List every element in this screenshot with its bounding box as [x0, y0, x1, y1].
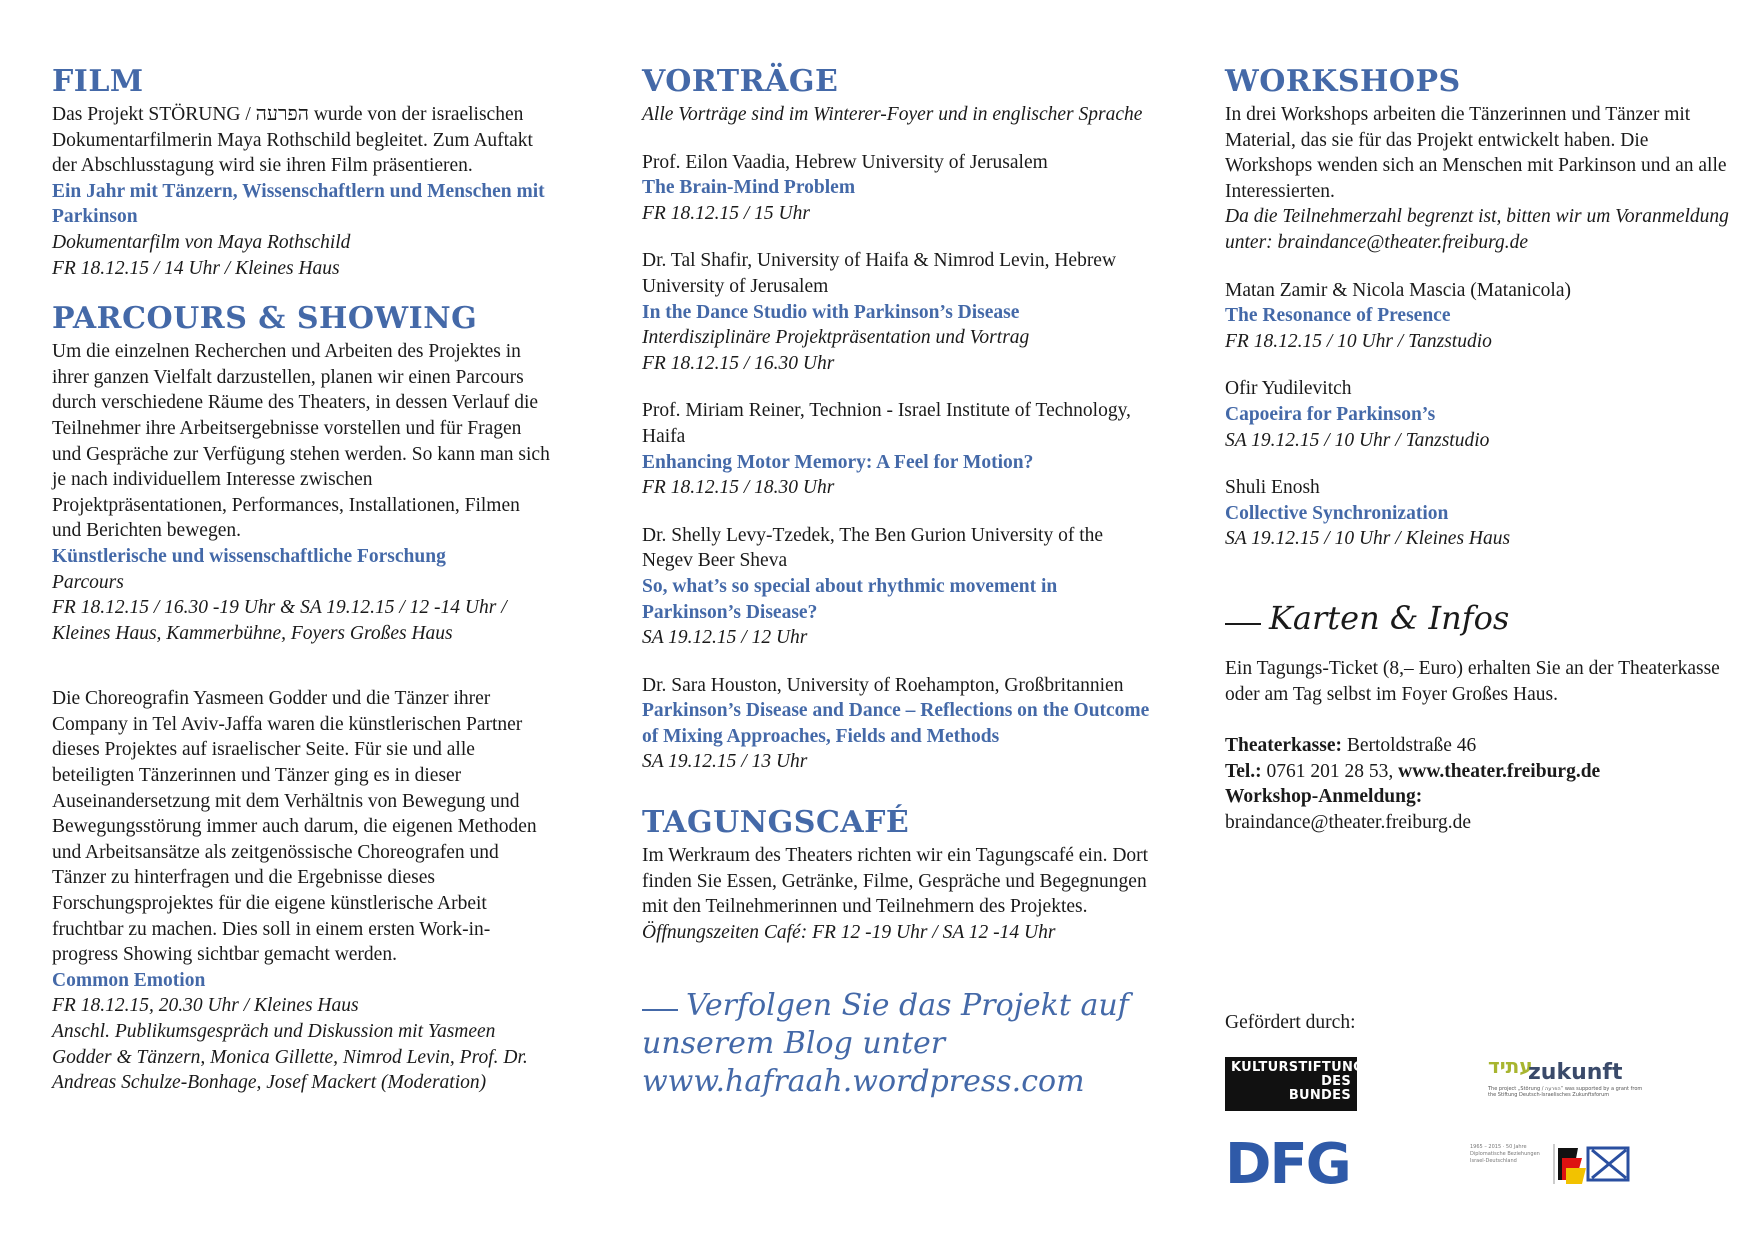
lecture-item: [642, 523, 1152, 651]
zukunft-subtext: The project „Störung / הפרעה“ was supported by a grant from the Stiftung Deutsch-Israelisches Zukunftsforum: [1488, 1086, 1643, 1098]
workshop-date: SA 19.12.15 / 10 Uhr / Tanzstudio: [1225, 429, 1490, 451]
lecture-extra: Interdisziplinäre Projektpräsentation und Vortrag: [642, 327, 1030, 349]
workshop-title: Collective Synchronization: [1225, 502, 1449, 524]
parcours-subtitle: Parcours: [52, 571, 124, 593]
workshops-heading: WORKSHOPS: [1225, 64, 1461, 99]
anmeldung-email[interactable]: braindance@theater.freiburg.de: [1225, 811, 1472, 833]
zukunft-word: zukunft: [1528, 1060, 1623, 1085]
film-intro: Das Projekt STÖRUNG / הפרעה wurde von der israelischen Dokumentarfilmerin Maya Rothschild begleitet. Zum Auftakt der Abschlusstagung wird sie ihren Film präsentieren.: [52, 104, 533, 177]
workshop-item: [1225, 376, 1735, 453]
film-title: Ein Jahr mit Tänzern, Wissenschaftlern und Menschen mit Parkinson: [52, 180, 545, 228]
column-right: [1225, 62, 1735, 835]
lecture-date: FR 18.12.15 / 16.30 Uhr: [642, 352, 835, 374]
lecture-speaker: Dr. Shelly Levy-Tzedek, The Ben Gurion University of the Negev Beer Sheva: [642, 524, 1104, 572]
jubilee-logo: [1470, 1140, 1640, 1190]
parcours-title: Künstlerische und wissenschaftliche Forschung: [52, 545, 446, 567]
showing-note: Anschl. Publikumsgespräch und Diskussion mit Yasmeen Godder & Tänzern, Monica Gillette, Nimrod Levin, Prof. Dr. Andreas Schulze-Bonhage, Josef Mackert (Moderation): [52, 1021, 528, 1094]
karten-heading: [1225, 598, 1735, 638]
lecture-item: [642, 398, 1152, 500]
section-film: [52, 62, 552, 281]
vortraege-note: Alle Vorträge sind im Winterer-Foyer und in englischer Sprache: [642, 104, 1143, 125]
lecture-title: The Brain-Mind Problem: [642, 177, 856, 199]
lecture-item: [642, 673, 1152, 775]
lecture-speaker: Prof. Eilon Vaadia, Hebrew University of Jerusalem: [642, 151, 1048, 173]
karten-text: Ein Tagungs-Ticket (8,– Euro) erhalten Sie an der Theaterkasse oder am Tag selbst im Foyer Großes Haus.: [1225, 657, 1720, 705]
vortraege-heading: VORTRÄGE: [642, 64, 839, 99]
karten-rule: [1225, 623, 1261, 625]
tel-value: 0761 201 28 53,: [1261, 760, 1399, 782]
tagungscafe-text: Im Werkraum des Theaters richten wir ein Tagungscafé ein. Dort finden Sie Essen, Getränke, Filme, Gespräche und Begegnungen mit den Teilnehmerinnen und Teilnehmern des Projektes.: [642, 845, 1149, 918]
showing-title: Common Emotion: [52, 969, 206, 991]
kultur-line: BUNDES: [1288, 1088, 1351, 1103]
workshop-date: FR 18.12.15 / 10 Uhr / Tanzstudio: [1225, 330, 1492, 352]
column-middle: [642, 62, 1152, 1101]
film-heading: FILM: [52, 64, 144, 99]
lecture-date: SA 19.12.15 / 13 Uhr: [642, 751, 808, 773]
workshops-note: Da die Teilnehmerzahl begrenzt ist, bitten wir um Voranmeldung unter: braindance@theater.freiburg.de: [1225, 206, 1729, 253]
lecture-speaker: Dr. Sara Houston, University of Roehampton, Großbritannien: [642, 674, 1124, 696]
lecture-item: [642, 248, 1152, 376]
dfg-logo: DFG: [1225, 1132, 1350, 1197]
karten-kasse: [1225, 733, 1735, 759]
flags-icon: [1548, 1140, 1638, 1188]
section-karten: [1225, 598, 1735, 836]
showing-date: FR 18.12.15, 20.30 Uhr / Kleines Haus: [52, 995, 359, 1017]
lecture-speaker: Dr. Tal Shafir, University of Haifa & Nimrod Levin, Hebrew University of Jerusalem: [642, 250, 1117, 297]
kultur-line: KULTURSTIFTUNG: [1231, 1060, 1365, 1075]
kasse-label: Theaterkasse:: [1225, 735, 1342, 757]
kulturstiftung-logo: [1225, 1057, 1365, 1111]
section-workshops: [1225, 62, 1735, 552]
film-subtitle: Dokumentarfilm von Maya Rothschild: [52, 231, 351, 253]
workshops-intro: In drei Workshops arbeiten die Tänzerinnen und Tänzer mit Material, das sie für das Projekt entwickelt haben. Die Workshops wenden sich an Menschen mit Parkinson und an alle Interessierten.: [1225, 104, 1727, 202]
workshop-leader: Ofir Yudilevitch: [1225, 378, 1352, 400]
lecture-date: FR 18.12.15 / 18.30 Uhr: [642, 477, 835, 499]
film-date: FR 18.12.15 / 14 Uhr / Kleines Haus: [52, 257, 340, 279]
section-tagungscafe: [642, 803, 1152, 945]
section-parcours: [52, 299, 552, 1096]
blog-note: [642, 987, 1152, 1101]
parcours-intro: Um die einzelnen Recherchen und Arbeiten des Projektes in ihrer ganzen Vielfalt darzustellen, planen wir einen Parcours durch verschiedene Räume des Theaters, in dessen Verlauf die Teilnehmer ihre Arbeitsergebnisse vorstellen und für Fragen und Gespräche zur Verfügung stehen werden. So kann man sich je nach individuellem Interesse zwischen Projektpräsentationen, Performances, Installationen, Filmen und Berichten bewegen.: [52, 341, 550, 542]
parcours-date: FR 18.12.15 / 16.30 -19 Uhr & SA 19.12.15 / 12 -14 Uhr / Kleines Haus, Kammerbühne, Foyers Großes Haus: [52, 597, 507, 644]
lecture-title: Enhancing Motor Memory: A Feel for Motion?: [642, 451, 1034, 473]
karten-heading-text: Karten & Infos: [1269, 598, 1510, 637]
section-vortraege: [642, 62, 1152, 775]
column-left: [52, 62, 552, 1096]
lecture-speaker: Prof. Miriam Reiner, Technion - Israel Institute of Technology, Haifa: [642, 400, 1131, 447]
blog-rule: [642, 1009, 678, 1011]
tagungscafe-hours: Öffnungszeiten Café: FR 12 -19 Uhr / SA 12 -14 Uhr: [642, 921, 1056, 943]
lecture-date: SA 19.12.15 / 12 Uhr: [642, 627, 808, 649]
kultur-line: DES: [1321, 1074, 1351, 1089]
zukunft-hebrew: עתיד: [1488, 1054, 1533, 1078]
lecture-date: FR 18.12.15 / 15 Uhr: [642, 202, 810, 224]
anmeldung-label: Workshop-Anmeldung:: [1225, 786, 1423, 808]
karten-tel: [1225, 759, 1735, 785]
workshop-title: Capoeira for Parkinson’s: [1225, 403, 1436, 425]
workshop-title: The Resonance of Presence: [1225, 305, 1451, 327]
karten-anmeldung: [1225, 784, 1735, 810]
workshop-leader: Shuli Enosh: [1225, 477, 1320, 499]
kasse-address: Bertoldstraße 46: [1341, 735, 1477, 757]
showing-intro: Die Choreografin Yasmeen Godder und die Tänzer ihrer Company in Tel Aviv-Jaffa waren die künstlerischen Partner dieses Projektes auf israelischer Seite. Für sie und alle beteiligten Tänzerinnen und Tänzer ging es in dieser Auseinandersetzung mit dem Verhältnis von Bewegung und Bewegungsstörung immer auch darum, die eigenen Methoden und Arbeitsansätze als zeitgenössische Choreografen und Tänzer zu hinterfragen und die Ergebnisse dieses Forschungsprojektes für die eigene künstlerische Arbeit fruchtbar zu machen. Dies soll in einem ersten Work-in-progress Showing sichtbar gemacht werden.: [52, 688, 537, 966]
jubilee-text: 1965 – 2015 · 50 Jahre Diplomatische Beziehungen Israel-Deutschland: [1470, 1144, 1540, 1164]
parcours-heading: PARCOURS & SHOWING: [52, 301, 478, 337]
tagungscafe-heading: TAGUNGSCAFÉ: [642, 805, 910, 841]
blog-text: Verfolgen Sie das Projekt auf unserem Blog unter www.hafraah.wordpress.com: [642, 988, 1129, 1100]
tel-label: Tel.:: [1225, 760, 1262, 782]
lecture-title: So, what’s so special about rhythmic movement in Parkinson’s Disease?: [642, 575, 1058, 623]
lecture-item: [642, 150, 1152, 227]
zukunft-logo: [1488, 1054, 1648, 1104]
website-link[interactable]: www.theater.freiburg.de: [1398, 760, 1601, 782]
workshop-date: SA 19.12.15 / 10 Uhr / Kleines Haus: [1225, 528, 1511, 550]
lecture-title: Parkinson’s Disease and Dance – Reflections on the Outcome of Mixing Approaches, Fields and Methods: [642, 700, 1150, 747]
lecture-title: In the Dance Studio with Parkinson’s Disease: [642, 301, 1020, 323]
workshop-item: [1225, 475, 1735, 552]
workshop-leader: Matan Zamir & Nicola Mascia (Matanicola): [1225, 279, 1571, 301]
sponsors-label: Gefördert durch:: [1225, 1012, 1356, 1033]
workshop-item: [1225, 278, 1735, 355]
